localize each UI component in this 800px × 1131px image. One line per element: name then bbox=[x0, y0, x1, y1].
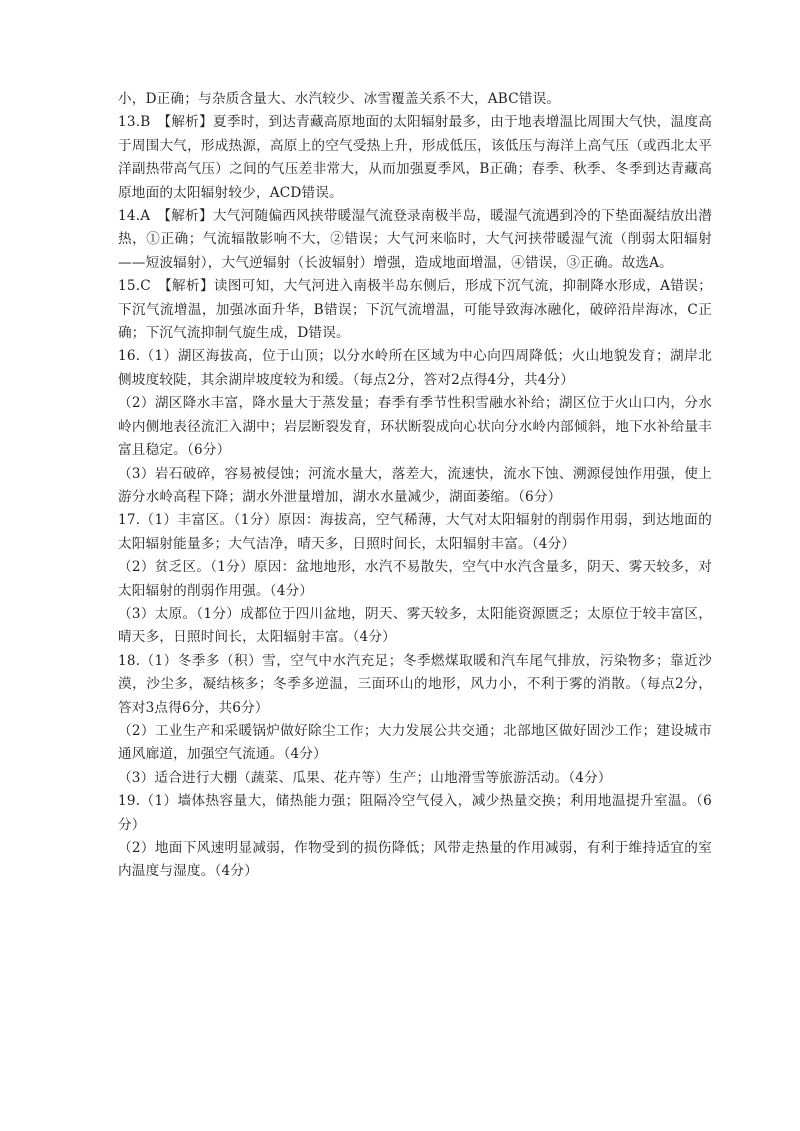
answer-18-part-1: 18.（1）冬季多（积）雪，空气中水汽充足；冬季燃煤取暖和汽车尾气排放，污染物多；靠近沙漠，沙尘多，凝结核多；冬季多逆温，三面环山的地形，风力小，不利于雾的消散。（每点2分，答对3点得6分，共6分） bbox=[118, 652, 712, 716]
answer-13: 13.B 【解析】夏季时，到达青藏高原地面的太阳辐射最多，由于地表增温比周围大气快，温度高于周围大气，形成热源，高原上的空气受热上升，形成低压，该低压与海洋上高气压（或西北太平洋副热带高气压）之间的气压差非常大，从而加强夏季风，B正确；春季、秋季、冬季到达青藏高原地面的太阳辐射较少，ACD错误。 bbox=[118, 114, 712, 201]
answer-17-part-2: （2）贫乏区。（1分）原因：盆地地形，水汽不易散失，空气中水汽含量多，阴天、雾天较多，对太阳辐射的削弱作用强。（4分） bbox=[118, 559, 712, 599]
answer-19-part-1: 19.（1）墙体热容量大，储热能力强；阻隔冷空气侵入，减少热量交换；利用地温提升室温。（6分） bbox=[118, 793, 712, 833]
answer-15: 15.C 【解析】读图可知，大气河进入南极半岛东侧后，形成下沉气流，抑制降水形成，A错误；下沉气流增温，加强冰面升华，B错误；下沉气流增温，可能导致海冰融化，破碎沿岸海冰，C正确；下沉气流抑制气旋生成，D错误。 bbox=[118, 278, 712, 342]
answer-16-part-2: （2）湖区降水丰富，降水量大于蒸发量；春季有季节性积雪融水补给；湖区位于火山口内，分水岭内侧地表径流汇入湖中；岩层断裂发育，环状断裂成向心状向分水岭内部倾斜，地下水补给量丰富且稳定。（6分） bbox=[118, 395, 712, 459]
answer-12-tail: 小，D正确；与杂质含量大、水汽较少、冰雪覆盖关系不大，ABC错误。 bbox=[118, 91, 561, 107]
answer-17-part-1: 17.（1）丰富区。（1分）原因：海拔高，空气稀薄，大气对太阳辐射的削弱作用弱，到达地面的太阳辐射能量多；大气洁净，晴天多，日照时间长，太阳辐射丰富。（4分） bbox=[118, 512, 712, 552]
answer-16-part-3: （3）岩石破碎，容易被侵蚀；河流水量大，落差大，流速快，流水下蚀、溯源侵蚀作用强，使上游分水岭高程下降；湖水外泄量增加，湖水水量减少，湖面萎缩。（6分） bbox=[118, 465, 712, 505]
answer-19-part-2: （2）地面下风速明显减弱，作物受到的损伤降低；风带走热量的作用减弱，有利于维持适宜的室内温度与湿度。（4分） bbox=[118, 840, 712, 880]
answer-18-part-3: （3）适合进行大棚（蔬菜、瓜果、花卉等）生产；山地滑雪等旅游活动。（4分） bbox=[118, 769, 612, 786]
answer-18-part-2: （2）工业生产和采暖锅炉做好除尘工作；大力发展公共交通；北部地区做好固沙工作；建设城市通风廊道，加强空气流通。（4分） bbox=[118, 722, 712, 763]
answer-14: 14.A 【解析】大气河随偏西风挟带暖湿气流登录南极半岛，暖湿气流遇到冷的下垫面凝结放出潜热，①正确；气流辐散影响不大，②错误；大气河来临时，大气河挟带暖湿气流（削弱太阳辐射——短波辐射），大气逆辐射（长波辐射）增强，造成地面增温，④错误，③正确。故选A。 bbox=[118, 208, 712, 271]
answer-17-part-3: （3）太原。（1分）成都位于四川盆地，阴天、雾天较多，太阳能资源匮乏；太原位于较丰富区，晴天多，日照时间长，太阳辐射丰富。（4分） bbox=[118, 605, 712, 646]
answer-16-part-1: 16.（1）湖区海拔高，位于山顶；以分水岭所在区域为中心向四周降低；火山地貌发育；湖岸北侧坡度较陡，其余湖岸坡度较为和缓。（每点2分，答对2点得4分，共4分） bbox=[118, 348, 712, 388]
